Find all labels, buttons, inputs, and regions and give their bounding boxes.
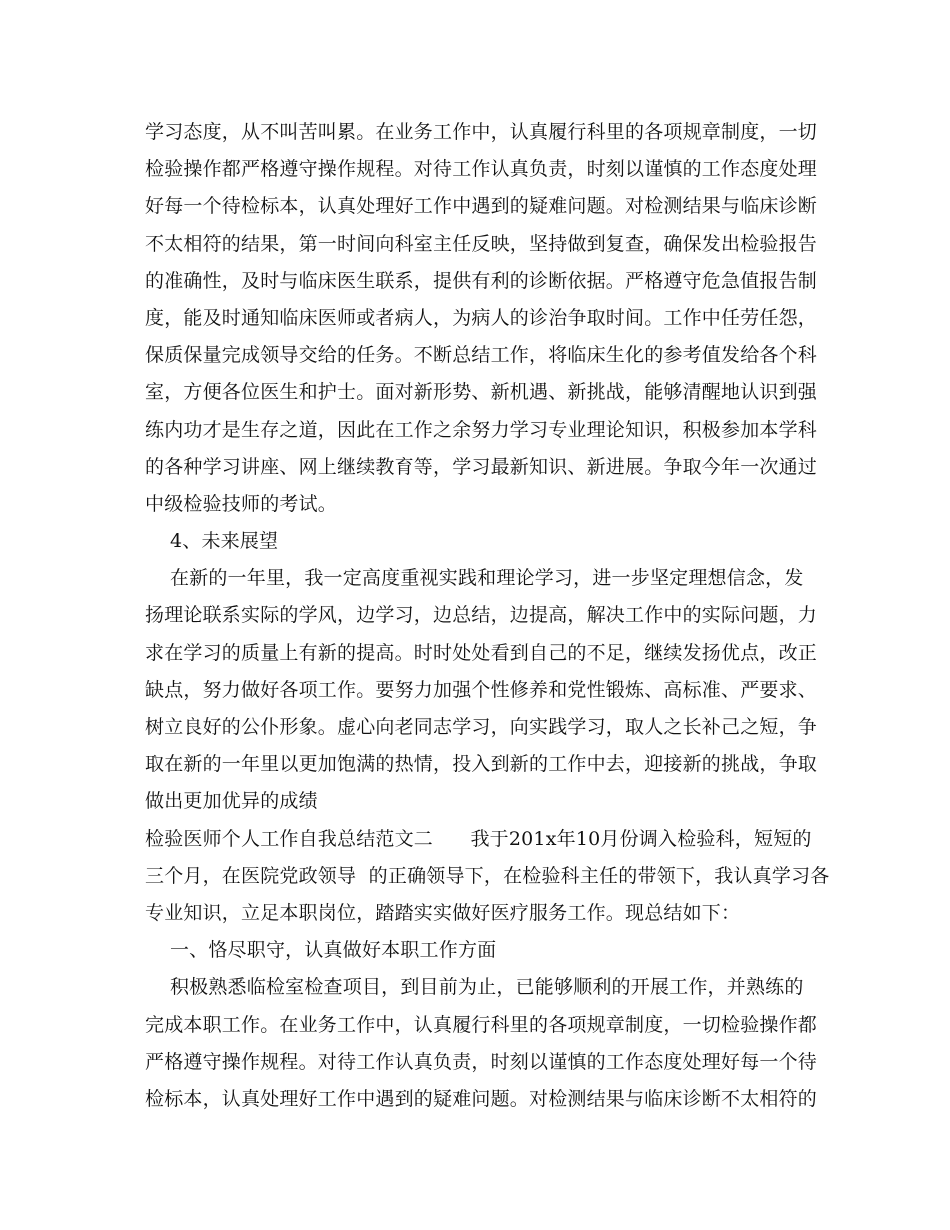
text-line: 取在新的一年里以更加饱满的热情，投入到新的工作中去，迎接新的挑战，争取 [145, 753, 818, 776]
text-line: 度，能及时通知临床医师或者病人，为病人的诊治争取时间。工作中任劳任怨， [145, 306, 818, 329]
text-line: 三个月，在医院党政领导 的正确领导下，在检验科主任的带领下，我认真学习各 [145, 864, 830, 887]
text-line: 缺点，努力做好各项工作。要努力加强个性修养和党性锻炼、高标准、严要求、 [145, 678, 818, 701]
text-line: 严格遵守操作规程。对待工作认真负责，时刻以谨慎的工作态度处理好每一个待 [145, 1050, 818, 1073]
text-line: 求在学习的质量上有新的提高。时时处处看到自己的不足，继续发扬优点，改正 [145, 641, 818, 664]
text-line: 检验操作都严格遵守操作规程。对待工作认真负责，时刻以谨慎的工作态度处理 [145, 158, 818, 181]
document-body [145, 114, 830, 1118]
text-line: 在新的一年里，我一定高度重视实践和理论学习，进一步坚定理想信念，发 [145, 567, 804, 590]
text-line: 检标本，认真处理好工作中遇到的疑难问题。对检测结果与临床诊断不太相符的 [145, 1087, 818, 1110]
text-line: 扬理论联系实际的学风，边学习，边总结，边提高，解决工作中的实际问题，力 [145, 604, 818, 627]
text-line: 中级检验技师的考试。 [145, 492, 338, 515]
text-line: 学习态度，从不叫苦叫累。在业务工作中，认真履行科里的各项规章制度，一切 [145, 121, 818, 143]
text-line: 做出更加优异的成绩 [145, 790, 318, 813]
text-line: 检验医师个人工作自我总结范文二 我于201x年10月份调入检验科，短短的 [145, 827, 812, 850]
text-line: 练内功才是生存之道，因此在工作之余努力学习专业理论知识，积极参加本学科 [145, 418, 818, 441]
text-line: 树立良好的公仆形象。虚心向老同志学习，向实践学习，取人之长补己之短，争 [145, 716, 818, 738]
text-line: 保质保量完成领导交给的任务。不断总结工作，将临床生化的参考值发给各个科 [145, 344, 818, 367]
text-line: 积极熟悉临检室检查项目，到目前为止，已能够顺利的开展工作，并熟练的 [145, 976, 804, 999]
section-heading: 一、恪尽职守，认真做好本职工作方面 [145, 939, 497, 962]
text-line: 的准确性，及时与临床医生联系，提供有利的诊断依据。严格遵守危急值报告制 [145, 269, 818, 292]
text-line: 专业知识，立足本职岗位，踏踏实实做好医疗服务工作。现总结如下： [145, 901, 741, 924]
text-line: 室，方便各位医生和护士。面对新形势、新机遇、新挑战，能够清醒地认识到强 [145, 381, 818, 404]
section-heading: 4、未来展望 [145, 530, 279, 553]
text-line: 好每一个待检标本，认真处理好工作中遇到的疑难问题。对检测结果与临床诊断 [145, 195, 818, 218]
text-line: 不太相符的结果，第一时间向科室主任反映，坚持做到复查，确保发出检验报告 [145, 232, 818, 255]
text-line: 完成本职工作。在业务工作中，认真履行科里的各项规章制度，一切检验操作都 [145, 1013, 818, 1036]
text-line: 的各种学习讲座、网上继续教育等，学习最新知识、新进展。争取今年一次通过 [145, 455, 818, 478]
